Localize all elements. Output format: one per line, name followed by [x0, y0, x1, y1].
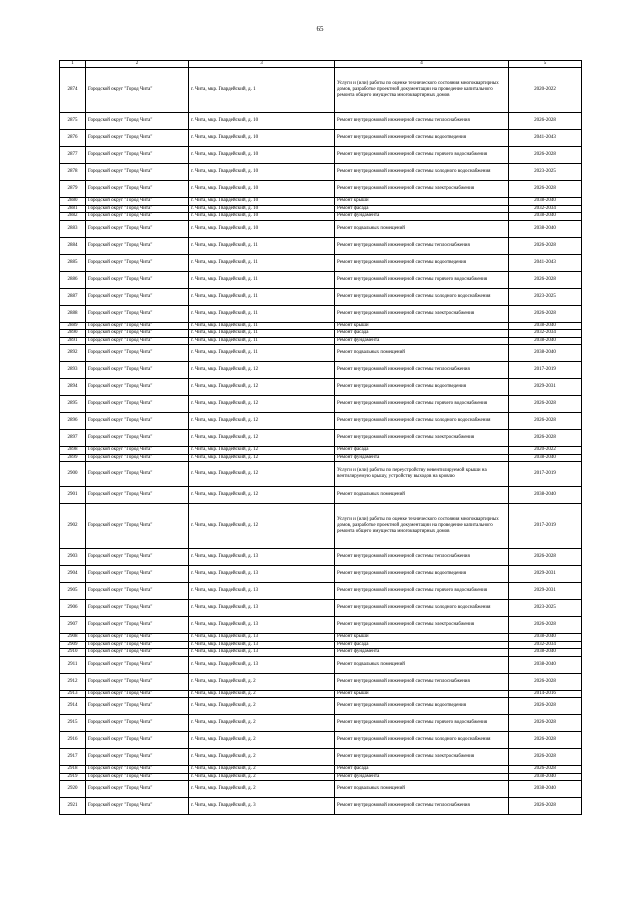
work-type-cell: Ремонт внутридомовой инженерной системы электроснабжения [335, 181, 509, 198]
address-cell: г. Чита, мкр. Гвардейский, д. 10 [189, 181, 335, 198]
column-header: 3 [189, 61, 335, 68]
period-cell: 2026-2028 [509, 181, 582, 198]
municipality-cell: Городской округ "Город Чита" [86, 583, 189, 600]
municipality-cell: Городской округ "Город Чита" [86, 504, 189, 549]
table-row [60, 715, 582, 732]
work-type-cell: Ремонт подвальных помещений [335, 487, 509, 504]
table-row [60, 379, 582, 396]
municipality-cell: Городской округ "Город Чита" [86, 288, 189, 305]
row-number-cell: 2910 [60, 649, 86, 657]
municipality-cell: Городской округ "Город Чита" [86, 462, 189, 487]
work-type-cell: Ремонт внутридомовой инженерной системы теплоснабжения [335, 798, 509, 815]
work-type-cell: Ремонт внутридомовой инженерной системы теплоснабжения [335, 362, 509, 379]
row-number-cell: 2908 [60, 634, 86, 642]
address-cell: г. Чита, мкр. Гвардейский, д. 2 [189, 773, 335, 781]
column-header: 5 [509, 61, 582, 68]
table-row [60, 181, 582, 198]
table-row [60, 781, 582, 798]
column-header: 1 [60, 61, 86, 68]
municipality-cell: Городской округ "Город Чита" [86, 362, 189, 379]
period-cell: 2026-2028 [509, 396, 582, 413]
row-number-cell: 2898 [60, 447, 86, 455]
row-number-cell: 2876 [60, 130, 86, 147]
work-type-cell: Ремонт фундамента [335, 454, 509, 462]
table-row [60, 254, 582, 271]
work-type-cell: Ремонт внутридомовой инженерной системы горячего водоснабжения [335, 583, 509, 600]
work-type-cell: Ремонт внутридомовой инженерной системы водоотведения [335, 130, 509, 147]
work-type-cell: Ремонт крыши [335, 690, 509, 698]
address-cell: г. Чита, мкр. Гвардейский, д. 11 [189, 254, 335, 271]
table-row [60, 749, 582, 766]
period-cell: 2038-2040 [509, 781, 582, 798]
row-number-cell: 2880 [60, 198, 86, 206]
table-row [60, 213, 582, 221]
work-type-cell: Ремонт внутридомовой инженерной системы горячего водоснабжения [335, 396, 509, 413]
work-type-cell: Ремонт внутридомовой инженерной системы водоотведения [335, 254, 509, 271]
address-cell: г. Чита, мкр. Гвардейский, д. 2 [189, 749, 335, 766]
address-cell: г. Чита, мкр. Гвардейский, д. 3 [189, 798, 335, 815]
table-row [60, 566, 582, 583]
work-type-cell: Ремонт внутридомовой инженерной системы теплоснабжения [335, 549, 509, 566]
work-type-cell: Ремонт внутридомовой инженерной системы водоотведения [335, 698, 509, 715]
period-cell: 2020-2022 [509, 447, 582, 455]
period-cell: 2026-2028 [509, 271, 582, 288]
address-cell: г. Чита, мкр. Гвардейский, д. 13 [189, 617, 335, 634]
municipality-cell: Городской округ "Город Чита" [86, 198, 189, 206]
row-number-cell: 2911 [60, 656, 86, 673]
row-number-cell: 2890 [60, 330, 86, 338]
row-number-cell: 2877 [60, 147, 86, 164]
municipality-cell: Городской округ "Город Чита" [86, 330, 189, 338]
table-row [60, 634, 582, 642]
period-cell: 2026-2028 [509, 617, 582, 634]
address-cell: г. Чита, мкр. Гвардейский, д. 11 [189, 305, 335, 322]
work-type-cell: Услуги и (или) работы по оценке технического состояния многоквартирных домов, разработке проектной документации на проведение капитального ремонта общего имущества многоквартирных домов [335, 504, 509, 549]
column-header: 4 [335, 61, 509, 68]
address-cell: г. Чита, мкр. Гвардейский, д. 10 [189, 213, 335, 221]
municipality-cell: Городской округ "Город Чита" [86, 634, 189, 642]
address-cell: г. Чита, мкр. Гвардейский, д. 13 [189, 641, 335, 649]
work-type-cell: Ремонт внутридомовой инженерной системы горячего водоснабжения [335, 147, 509, 164]
work-type-cell: Ремонт подвальных помещений [335, 781, 509, 798]
capital-repair-table [59, 60, 582, 815]
row-number-cell: 2902 [60, 504, 86, 549]
row-number-cell: 2906 [60, 600, 86, 617]
municipality-cell: Городской округ "Город Чита" [86, 690, 189, 698]
municipality-cell: Городской округ "Город Чита" [86, 447, 189, 455]
table-row [60, 732, 582, 749]
address-cell: г. Чита, мкр. Гвардейский, д. 10 [189, 113, 335, 130]
municipality-cell: Городской округ "Город Чита" [86, 549, 189, 566]
address-cell: г. Чита, мкр. Гвардейский, д. 13 [189, 566, 335, 583]
municipality-cell: Городской округ "Город Чита" [86, 715, 189, 732]
address-cell: г. Чита, мкр. Гвардейский, д. 12 [189, 454, 335, 462]
period-cell: 2038-2040 [509, 649, 582, 657]
municipality-cell: Городской округ "Город Чита" [86, 254, 189, 271]
period-cell: 2026-2028 [509, 698, 582, 715]
work-type-cell: Ремонт крыши [335, 634, 509, 642]
municipality-cell: Городской округ "Город Чита" [86, 413, 189, 430]
municipality-cell: Городской округ "Город Чита" [86, 600, 189, 617]
column-number-row [60, 61, 582, 68]
period-cell: 2023-2025 [509, 288, 582, 305]
address-cell: г. Чита, мкр. Гвардейский, д. 11 [189, 237, 335, 254]
row-number-cell: 2913 [60, 690, 86, 698]
period-cell: 2038-2040 [509, 198, 582, 206]
address-cell: г. Чита, мкр. Гвардейский, д. 13 [189, 583, 335, 600]
period-cell: 2026-2028 [509, 549, 582, 566]
row-number-cell: 2915 [60, 715, 86, 732]
municipality-cell: Городской округ "Город Чита" [86, 641, 189, 649]
period-cell: 2038-2040 [509, 345, 582, 362]
period-cell: 2017-2019 [509, 362, 582, 379]
municipality-cell: Городской округ "Город Чита" [86, 237, 189, 254]
row-number-cell: 2900 [60, 462, 86, 487]
work-type-cell: Ремонт подвальных помещений [335, 656, 509, 673]
period-cell: 2026-2028 [509, 305, 582, 322]
municipality-cell: Городской округ "Город Чита" [86, 130, 189, 147]
table-row [60, 504, 582, 549]
table-row [60, 641, 582, 649]
row-number-cell: 2919 [60, 773, 86, 781]
table-row [60, 673, 582, 690]
municipality-cell: Городской округ "Город Чита" [86, 732, 189, 749]
table-row [60, 462, 582, 487]
work-type-cell: Ремонт внутридомовой инженерной системы электроснабжения [335, 749, 509, 766]
period-cell: 2014-2016 [509, 690, 582, 698]
address-cell: г. Чита, мкр. Гвардейский, д. 1 [189, 68, 335, 113]
address-cell: г. Чита, мкр. Гвардейский, д. 11 [189, 271, 335, 288]
work-type-cell: Ремонт внутридомовой инженерной системы холодного водоснабжения [335, 164, 509, 181]
municipality-cell: Городской округ "Город Чита" [86, 454, 189, 462]
address-cell: г. Чита, мкр. Гвардейский, д. 12 [189, 430, 335, 447]
table-row [60, 447, 582, 455]
municipality-cell: Городской округ "Город Чита" [86, 649, 189, 657]
period-cell: 2026-2028 [509, 113, 582, 130]
work-type-cell: Ремонт внутридомовой инженерной системы теплоснабжения [335, 113, 509, 130]
municipality-cell: Городской округ "Город Чита" [86, 181, 189, 198]
row-number-cell: 2904 [60, 566, 86, 583]
row-number-cell: 2903 [60, 549, 86, 566]
row-number-cell: 2882 [60, 213, 86, 221]
municipality-cell: Городской округ "Город Чита" [86, 147, 189, 164]
work-type-cell: Ремонт внутридомовой инженерной системы водоотведения [335, 566, 509, 583]
row-number-cell: 2885 [60, 254, 86, 271]
table-row [60, 198, 582, 206]
work-type-cell: Ремонт фундамента [335, 649, 509, 657]
address-cell: г. Чита, мкр. Гвардейский, д. 2 [189, 698, 335, 715]
work-type-cell: Ремонт фундамента [335, 337, 509, 345]
address-cell: г. Чита, мкр. Гвардейский, д. 10 [189, 130, 335, 147]
work-type-cell: Ремонт подвальных помещений [335, 345, 509, 362]
municipality-cell: Городской округ "Город Чита" [86, 213, 189, 221]
row-number-cell: 2907 [60, 617, 86, 634]
address-cell: г. Чита, мкр. Гвардейский, д. 13 [189, 634, 335, 642]
address-cell: г. Чита, мкр. Гвардейский, д. 12 [189, 504, 335, 549]
municipality-cell: Городской округ "Город Чита" [86, 566, 189, 583]
address-cell: г. Чита, мкр. Гвардейский, д. 11 [189, 322, 335, 330]
work-type-cell: Ремонт фасада [335, 205, 509, 213]
address-cell: г. Чита, мкр. Гвардейский, д. 2 [189, 673, 335, 690]
table-row [60, 205, 582, 213]
table-row [60, 330, 582, 338]
address-cell: г. Чита, мкр. Гвардейский, д. 12 [189, 379, 335, 396]
work-type-cell: Ремонт внутридомовой инженерной системы электроснабжения [335, 305, 509, 322]
municipality-cell: Городской округ "Город Чита" [86, 656, 189, 673]
row-number-cell: 2916 [60, 732, 86, 749]
period-cell: 2041-2043 [509, 254, 582, 271]
period-cell: 2029-2031 [509, 566, 582, 583]
municipality-cell: Городской округ "Город Чита" [86, 345, 189, 362]
table-row [60, 413, 582, 430]
address-cell: г. Чита, мкр. Гвардейский, д. 2 [189, 690, 335, 698]
work-type-cell: Ремонт фасада [335, 330, 509, 338]
table-row [60, 164, 582, 181]
address-cell: г. Чита, мкр. Гвардейский, д. 13 [189, 600, 335, 617]
table-row [60, 147, 582, 164]
work-type-cell: Ремонт внутридомовой инженерной системы теплоснабжения [335, 673, 509, 690]
row-number-cell: 2909 [60, 641, 86, 649]
table-row [60, 322, 582, 330]
table-row [60, 617, 582, 634]
period-cell: 2038-2040 [509, 634, 582, 642]
address-cell: г. Чита, мкр. Гвардейский, д. 12 [189, 447, 335, 455]
row-number-cell: 2899 [60, 454, 86, 462]
table-row [60, 766, 582, 774]
table-row [60, 113, 582, 130]
period-cell: 2038-2040 [509, 656, 582, 673]
column-header: 2 [86, 61, 189, 68]
address-cell: г. Чита, мкр. Гвардейский, д. 10 [189, 164, 335, 181]
municipality-cell: Городской округ "Город Чита" [86, 698, 189, 715]
municipality-cell: Городской округ "Город Чита" [86, 749, 189, 766]
address-cell: г. Чита, мкр. Гвардейский, д. 13 [189, 549, 335, 566]
table-row [60, 487, 582, 504]
table-row [60, 690, 582, 698]
address-cell: г. Чита, мкр. Гвардейский, д. 10 [189, 205, 335, 213]
table-row [60, 649, 582, 657]
period-cell: 2026-2028 [509, 766, 582, 774]
address-cell: г. Чита, мкр. Гвардейский, д. 2 [189, 766, 335, 774]
work-type-cell: Ремонт фасада [335, 447, 509, 455]
period-cell: 2026-2028 [509, 430, 582, 447]
table-row [60, 430, 582, 447]
address-cell: г. Чита, мкр. Гвардейский, д. 12 [189, 362, 335, 379]
work-type-cell: Ремонт фундамента [335, 773, 509, 781]
table-row [60, 288, 582, 305]
period-cell: 2032-2034 [509, 641, 582, 649]
work-type-cell: Ремонт внутридомовой инженерной системы водоотведения [335, 379, 509, 396]
period-cell: 2020-2022 [509, 68, 582, 113]
address-cell: г. Чита, мкр. Гвардейский, д. 13 [189, 656, 335, 673]
period-cell: 2041-2043 [509, 130, 582, 147]
municipality-cell: Городской округ "Город Чита" [86, 798, 189, 815]
work-type-cell: Ремонт фасада [335, 766, 509, 774]
table-row [60, 220, 582, 237]
work-type-cell: Ремонт внутридомовой инженерной системы горячего водоснабжения [335, 271, 509, 288]
row-number-cell: 2889 [60, 322, 86, 330]
table-row [60, 337, 582, 345]
address-cell: г. Чита, мкр. Гвардейский, д. 12 [189, 487, 335, 504]
row-number-cell: 2887 [60, 288, 86, 305]
table-row [60, 130, 582, 147]
address-cell: г. Чита, мкр. Гвардейский, д. 11 [189, 288, 335, 305]
municipality-cell: Городской округ "Город Чита" [86, 487, 189, 504]
table-row [60, 362, 582, 379]
row-number-cell: 2918 [60, 766, 86, 774]
municipality-cell: Городской округ "Город Чита" [86, 617, 189, 634]
period-cell: 2017-2019 [509, 504, 582, 549]
table-row [60, 549, 582, 566]
page-number: 65 [316, 25, 324, 33]
row-number-cell: 2914 [60, 698, 86, 715]
municipality-cell: Городской округ "Город Чита" [86, 205, 189, 213]
municipality-cell: Городской округ "Город Чита" [86, 379, 189, 396]
work-type-cell: Ремонт фасада [335, 641, 509, 649]
table-row [60, 773, 582, 781]
address-cell: г. Чита, мкр. Гвардейский, д. 2 [189, 715, 335, 732]
work-type-cell: Ремонт фундамента [335, 213, 509, 221]
address-cell: г. Чита, мкр. Гвардейский, д. 11 [189, 337, 335, 345]
period-cell: 2026-2028 [509, 732, 582, 749]
table-row [60, 271, 582, 288]
work-type-cell: Ремонт внутридомовой инженерной системы электроснабжения [335, 617, 509, 634]
period-cell: 2026-2028 [509, 673, 582, 690]
period-cell: 2038-2040 [509, 487, 582, 504]
work-type-cell: Ремонт внутридомовой инженерной системы электроснабжения [335, 430, 509, 447]
work-type-cell: Ремонт внутридомовой инженерной системы холодного водоснабжения [335, 732, 509, 749]
period-cell: 2029-2031 [509, 379, 582, 396]
period-cell: 2026-2028 [509, 147, 582, 164]
row-number-cell: 2921 [60, 798, 86, 815]
table-row [60, 798, 582, 815]
row-number-cell: 2892 [60, 345, 86, 362]
address-cell: г. Чита, мкр. Гвардейский, д. 2 [189, 732, 335, 749]
period-cell: 2032-2034 [509, 205, 582, 213]
table-row [60, 396, 582, 413]
period-cell: 2026-2028 [509, 413, 582, 430]
address-cell: г. Чита, мкр. Гвардейский, д. 12 [189, 396, 335, 413]
work-type-cell: Услуги и (или) работы по переустройству невентилируемой крыши на вентилируемую крышу, устройству выходов на кровлю [335, 462, 509, 487]
row-number-cell: 2881 [60, 205, 86, 213]
municipality-cell: Городской округ "Город Чита" [86, 430, 189, 447]
row-number-cell: 2901 [60, 487, 86, 504]
row-number-cell: 2874 [60, 68, 86, 113]
address-cell: г. Чита, мкр. Гвардейский, д. 13 [189, 649, 335, 657]
row-number-cell: 2895 [60, 396, 86, 413]
period-cell: 2026-2028 [509, 237, 582, 254]
work-type-cell: Ремонт внутридомовой инженерной системы теплоснабжения [335, 237, 509, 254]
table-row [60, 345, 582, 362]
period-cell: 2026-2028 [509, 749, 582, 766]
work-type-cell: Ремонт внутридомовой инженерной системы холодного водоснабжения [335, 600, 509, 617]
work-type-cell: Ремонт внутридомовой инженерной системы горячего водоснабжения [335, 715, 509, 732]
period-cell: 2038-2040 [509, 220, 582, 237]
municipality-cell: Городской округ "Город Чита" [86, 220, 189, 237]
table-row [60, 454, 582, 462]
period-cell: 2026-2028 [509, 798, 582, 815]
row-number-cell: 2896 [60, 413, 86, 430]
table-row [60, 600, 582, 617]
period-cell: 2038-2040 [509, 773, 582, 781]
municipality-cell: Городской округ "Город Чита" [86, 773, 189, 781]
address-cell: г. Чита, мкр. Гвардейский, д. 11 [189, 330, 335, 338]
table-row [60, 68, 582, 113]
row-number-cell: 2888 [60, 305, 86, 322]
row-number-cell: 2884 [60, 237, 86, 254]
work-type-cell: Услуги и (или) работы по оценке технического состояния многоквартирных домов, разработке проектной документации на проведение капитального ремонта общего имущества многоквартирных домов [335, 68, 509, 113]
address-cell: г. Чита, мкр. Гвардейский, д. 10 [189, 198, 335, 206]
municipality-cell: Городской округ "Город Чита" [86, 271, 189, 288]
municipality-cell: Городской округ "Город Чита" [86, 305, 189, 322]
municipality-cell: Городской округ "Город Чита" [86, 337, 189, 345]
period-cell: 2032-2034 [509, 330, 582, 338]
table-row [60, 656, 582, 673]
period-cell: 2038-2040 [509, 213, 582, 221]
row-number-cell: 2875 [60, 113, 86, 130]
table-body [60, 61, 582, 815]
period-cell: 2026-2028 [509, 715, 582, 732]
row-number-cell: 2878 [60, 164, 86, 181]
period-cell: 2038-2040 [509, 454, 582, 462]
address-cell: г. Чита, мкр. Гвардейский, д. 12 [189, 462, 335, 487]
row-number-cell: 2893 [60, 362, 86, 379]
address-cell: г. Чита, мкр. Гвардейский, д. 11 [189, 345, 335, 362]
row-number-cell: 2905 [60, 583, 86, 600]
municipality-cell: Городской округ "Город Чита" [86, 781, 189, 798]
municipality-cell: Городской округ "Город Чита" [86, 113, 189, 130]
municipality-cell: Городской округ "Город Чита" [86, 673, 189, 690]
row-number-cell: 2920 [60, 781, 86, 798]
table-row [60, 237, 582, 254]
period-cell: 2038-2040 [509, 322, 582, 330]
row-number-cell: 2917 [60, 749, 86, 766]
municipality-cell: Городской округ "Город Чита" [86, 766, 189, 774]
work-type-cell: Ремонт крыши [335, 198, 509, 206]
address-cell: г. Чита, мкр. Гвардейский, д. 10 [189, 147, 335, 164]
table-row [60, 698, 582, 715]
municipality-cell: Городской округ "Город Чита" [86, 164, 189, 181]
address-cell: г. Чита, мкр. Гвардейский, д. 10 [189, 220, 335, 237]
row-number-cell: 2897 [60, 430, 86, 447]
period-cell: 2029-2031 [509, 583, 582, 600]
row-number-cell: 2883 [60, 220, 86, 237]
municipality-cell: Городской округ "Город Чита" [86, 68, 189, 113]
period-cell: 2023-2025 [509, 600, 582, 617]
table-row [60, 305, 582, 322]
municipality-cell: Городской округ "Город Чита" [86, 396, 189, 413]
period-cell: 2023-2025 [509, 164, 582, 181]
period-cell: 2038-2040 [509, 337, 582, 345]
period-cell: 2017-2019 [509, 462, 582, 487]
row-number-cell: 2879 [60, 181, 86, 198]
municipality-cell: Городской округ "Город Чита" [86, 322, 189, 330]
row-number-cell: 2891 [60, 337, 86, 345]
work-type-cell: Ремонт внутридомовой инженерной системы холодного водоснабжения [335, 288, 509, 305]
address-cell: г. Чита, мкр. Гвардейский, д. 2 [189, 781, 335, 798]
work-type-cell: Ремонт подвальных помещений [335, 220, 509, 237]
table-row [60, 583, 582, 600]
address-cell: г. Чита, мкр. Гвардейский, д. 12 [189, 413, 335, 430]
work-type-cell: Ремонт крыши [335, 322, 509, 330]
row-number-cell: 2894 [60, 379, 86, 396]
work-type-cell: Ремонт внутридомовой инженерной системы холодного водоснабжения [335, 413, 509, 430]
row-number-cell: 2886 [60, 271, 86, 288]
row-number-cell: 2912 [60, 673, 86, 690]
